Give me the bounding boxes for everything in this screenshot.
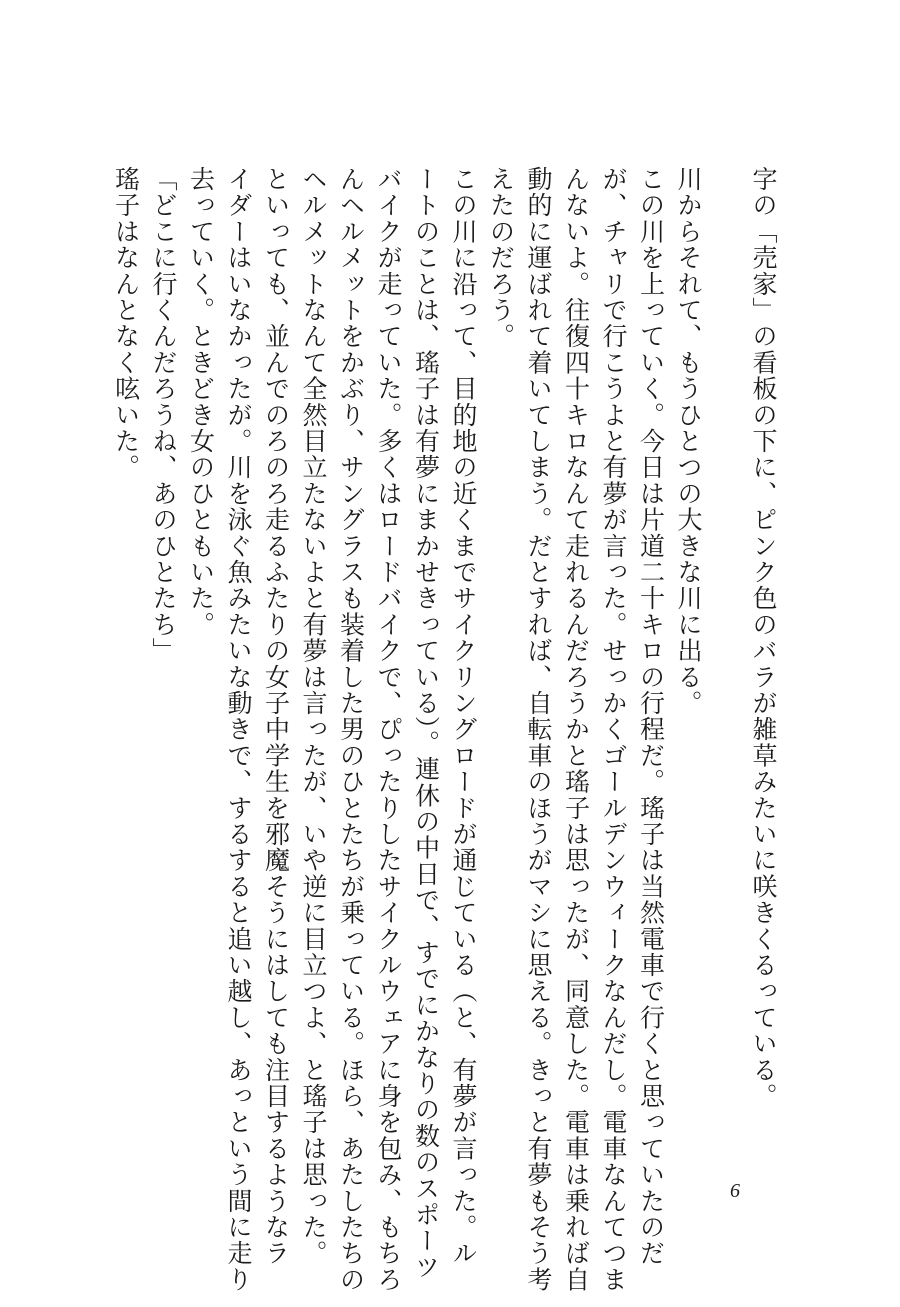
text-line: 動的に運ばれて着いてしまう。だとすれば、自転車のほうがマシに思える。きっと有夢もそう考 — [524, 166, 553, 1293]
text-line: この川に沿って、目的地の近くまでサイクリングロードが通じている（と、有夢が言った。ル — [449, 166, 478, 1267]
text-line: イダーはいなかったが。川を泳ぐ魚みたいな動きで、するすると追い越し、あっという間に走り — [224, 166, 253, 1293]
text-line: 去っていく。ときどき女のひともいた。 — [186, 166, 216, 638]
text-line: といっても、並んでのろのろ走るふたりの女子中学生を邪魔そうにはしても注目するようなラ — [261, 166, 291, 1267]
text-line: えたのだろう。 — [486, 166, 516, 350]
text-line: ートのことは、瑤子は有夢にまかせきっている）。連休の中日で、すでにかなりの数のスポーツ — [411, 166, 441, 1281]
text-line — [707, 166, 745, 1146]
text-line: 川からそれて、もうひとつの大きな川に出る。 — [674, 166, 703, 717]
text-line: んヘルメットをかぶり、サングラスも装着した男のひとたちが乗っている。ほら、あたしたちの — [336, 166, 366, 1293]
text-line: バイクが走っていた。多くはロードバイクで、ぴったりしたサイクルウェアに身を包み、もちろ — [374, 166, 403, 1293]
text-line: ヘルメットなんて全然目立たないよと有夢は言ったが、いや逆に目立つよ、と瑤子は思った。 — [299, 166, 328, 1267]
text-line: 「どこに行くんだろうね、あのひとたち」 — [149, 166, 178, 664]
text-line: んないよ。往復四十キロなんて走れるんだろうかと瑤子は思ったが、同意した。電車は乗れば自 — [561, 166, 591, 1293]
page-number: 6 — [730, 1180, 740, 1202]
text-line: 瑤子はなんとなく呟いた。 — [111, 166, 141, 481]
vertical-text-block — [107, 166, 782, 1293]
text-line: この川を上っていく。今日は片道二十キロの行程だ。瑤子は当然電車で行くと思っていたのだ — [636, 166, 666, 1267]
text-line: 字の「売家」の看板の下に、ピンク色のバラが雑草みたいに咲きくるっている。 — [749, 166, 778, 1110]
text-line: が、チャリで行こうよと有夢が言った。せっかくゴールデンウィークなんだし。電車なんてつま — [599, 166, 628, 1293]
